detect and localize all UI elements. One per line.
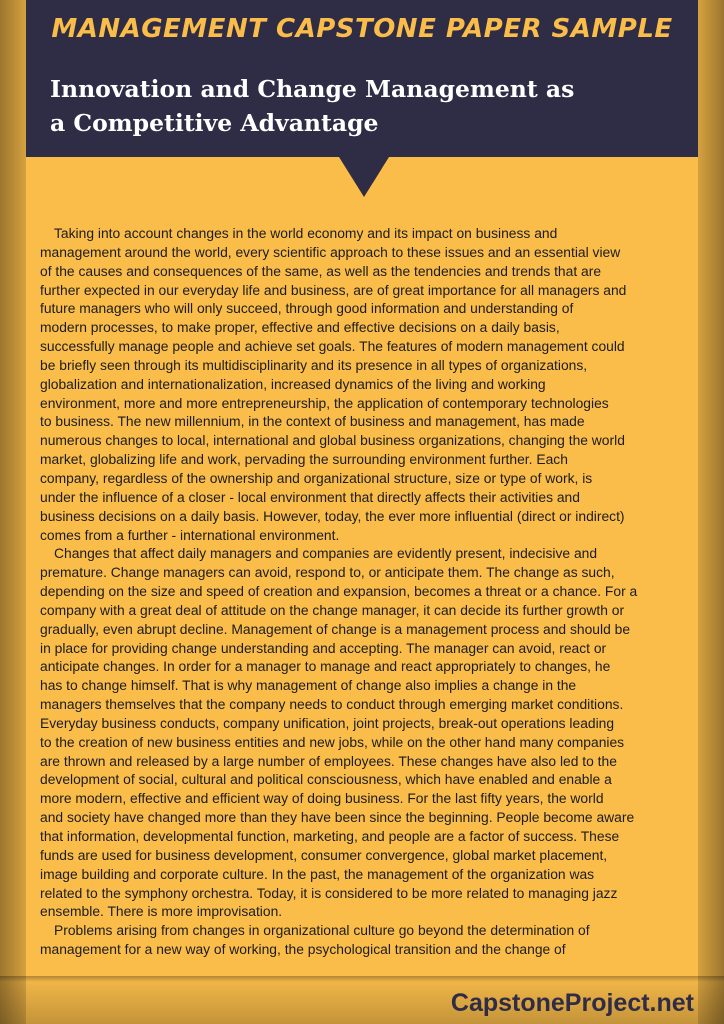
- paper-body: [40, 224, 688, 959]
- body-line: to the creation of new business entities and new jobs, while on the other hand many companies: [40, 733, 625, 750]
- body-line: environment, more and more entrepreneurship, the application of contemporary technologies: [40, 394, 609, 411]
- body-line: business decisions on a daily basis. However, today, the ever more influential (direct or indirect): [40, 507, 625, 524]
- right-shade: [698, 0, 724, 1024]
- body-paragraph: [40, 921, 688, 959]
- body-paragraph: [40, 224, 688, 544]
- body-line: gradually, even abrupt decline. Management of change is a management process and should be: [40, 620, 631, 637]
- body-line: be briefly seen through its multidisciplinarity and its presence in all types of organizations,: [40, 356, 588, 373]
- body-line: to business. The new millennium, in the context of business and management, has made: [40, 413, 585, 430]
- title-line: Innovation and Change Management as: [50, 75, 575, 103]
- body-line: comes from a further - international environment.: [40, 526, 340, 543]
- body-line: company with a great deal of attitude on the change manager, it can decide its further growth or: [40, 601, 625, 618]
- body-line: globalization and internationalization, increased dynamics of the living and working: [40, 375, 546, 392]
- body-line: related to the symphony orchestra. Today, it is considered to be more related to managing jazz: [40, 884, 618, 901]
- body-line: Problems arising from changes in organizational culture go beyond the determination of: [54, 922, 590, 939]
- body-line: further expected in our everyday life and business, are of great importance for all managers and: [40, 281, 627, 298]
- body-line: under the influence of a closer - local environment that directly affects their activities and: [40, 488, 580, 505]
- body-line: anticipate changes. In order for a manager to manage and react appropriately to changes, he: [40, 658, 611, 675]
- body-line: future managers who will only succeed, through good information and understanding of: [40, 300, 574, 317]
- body-line: modern processes, to make proper, effective and effective decisions on a daily basis,: [40, 319, 560, 336]
- body-line: has to change himself. That is why management of change also implies a change in the: [40, 677, 577, 694]
- body-line: management for a new way of working, the psychological transition and the change of: [40, 941, 566, 958]
- body-line: development of social, cultural and political consciousness, which have enabled and enable a: [40, 771, 612, 788]
- body-line: management around the world, every scientific approach to these issues and an essential view: [40, 243, 621, 260]
- body-line: image building and corporate culture. In the past, the management of the organization was: [40, 865, 595, 882]
- brand-logo-text: CapstoneProject.net: [450, 989, 694, 1017]
- body-line: are thrown and released by a large number of employees. These changes have also led to the: [40, 752, 617, 769]
- body-line: in place for providing change understanding and accepting. The manager can avoid, react or: [40, 639, 607, 656]
- header-kicker: MANAGEMENT CAPSTONE PAPER SAMPLE: [51, 14, 673, 44]
- body-line: market, globalizing life and work, pervading the surrounding environment further. Each: [40, 451, 568, 468]
- header-banner: [26, 0, 698, 157]
- body-paragraph: [40, 544, 688, 921]
- body-line: of the causes and consequences of the same, as well as the tendencies and trends that are: [40, 262, 602, 279]
- body-line: that information, developmental function, marketing, and people are a factor of success. These: [40, 828, 620, 844]
- body-line: and society have changed more than they have been since the beginning. People become aware: [40, 809, 635, 826]
- body-line: successfully manage people and achieve set goals. The features of modern management could: [40, 338, 625, 355]
- body-line: more modern, effective and efficient way of doing business. For the last fifty years, the world: [40, 790, 604, 807]
- body-line: numerous changes to local, international and global business organizations, changing the world: [40, 432, 625, 449]
- body-line: Changes that affect daily managers and companies are evidently present, indecisive and: [54, 545, 598, 562]
- body-line: managers themselves that the company needs to conduct through emerging market conditions.: [40, 696, 624, 713]
- body-line: ensemble. There is more improvisation.: [40, 903, 283, 920]
- title-line: a Competitive Advantage: [50, 109, 379, 137]
- header-pointer: [339, 157, 389, 197]
- body-line: depending on the size and speed of creation and expansion, becomes a threat or a chance. For a: [40, 583, 638, 600]
- body-line: funds are used for business development, consumer convergence, global market placement,: [40, 846, 608, 863]
- body-line: premature. Change managers can avoid, respond to, or anticipate them. The change as such,: [40, 564, 615, 581]
- body-line: Taking into account changes in the world economy and its impact on business and: [54, 225, 558, 241]
- page-title: [50, 72, 630, 140]
- body-line: Everyday business conducts, company unification, joint projects, break-out operations leading: [40, 714, 615, 731]
- left-shade: [0, 0, 26, 1024]
- footer-band: [0, 976, 724, 1024]
- body-line: company, regardless of the ownership and organizational structure, size or type of work, is: [40, 469, 593, 486]
